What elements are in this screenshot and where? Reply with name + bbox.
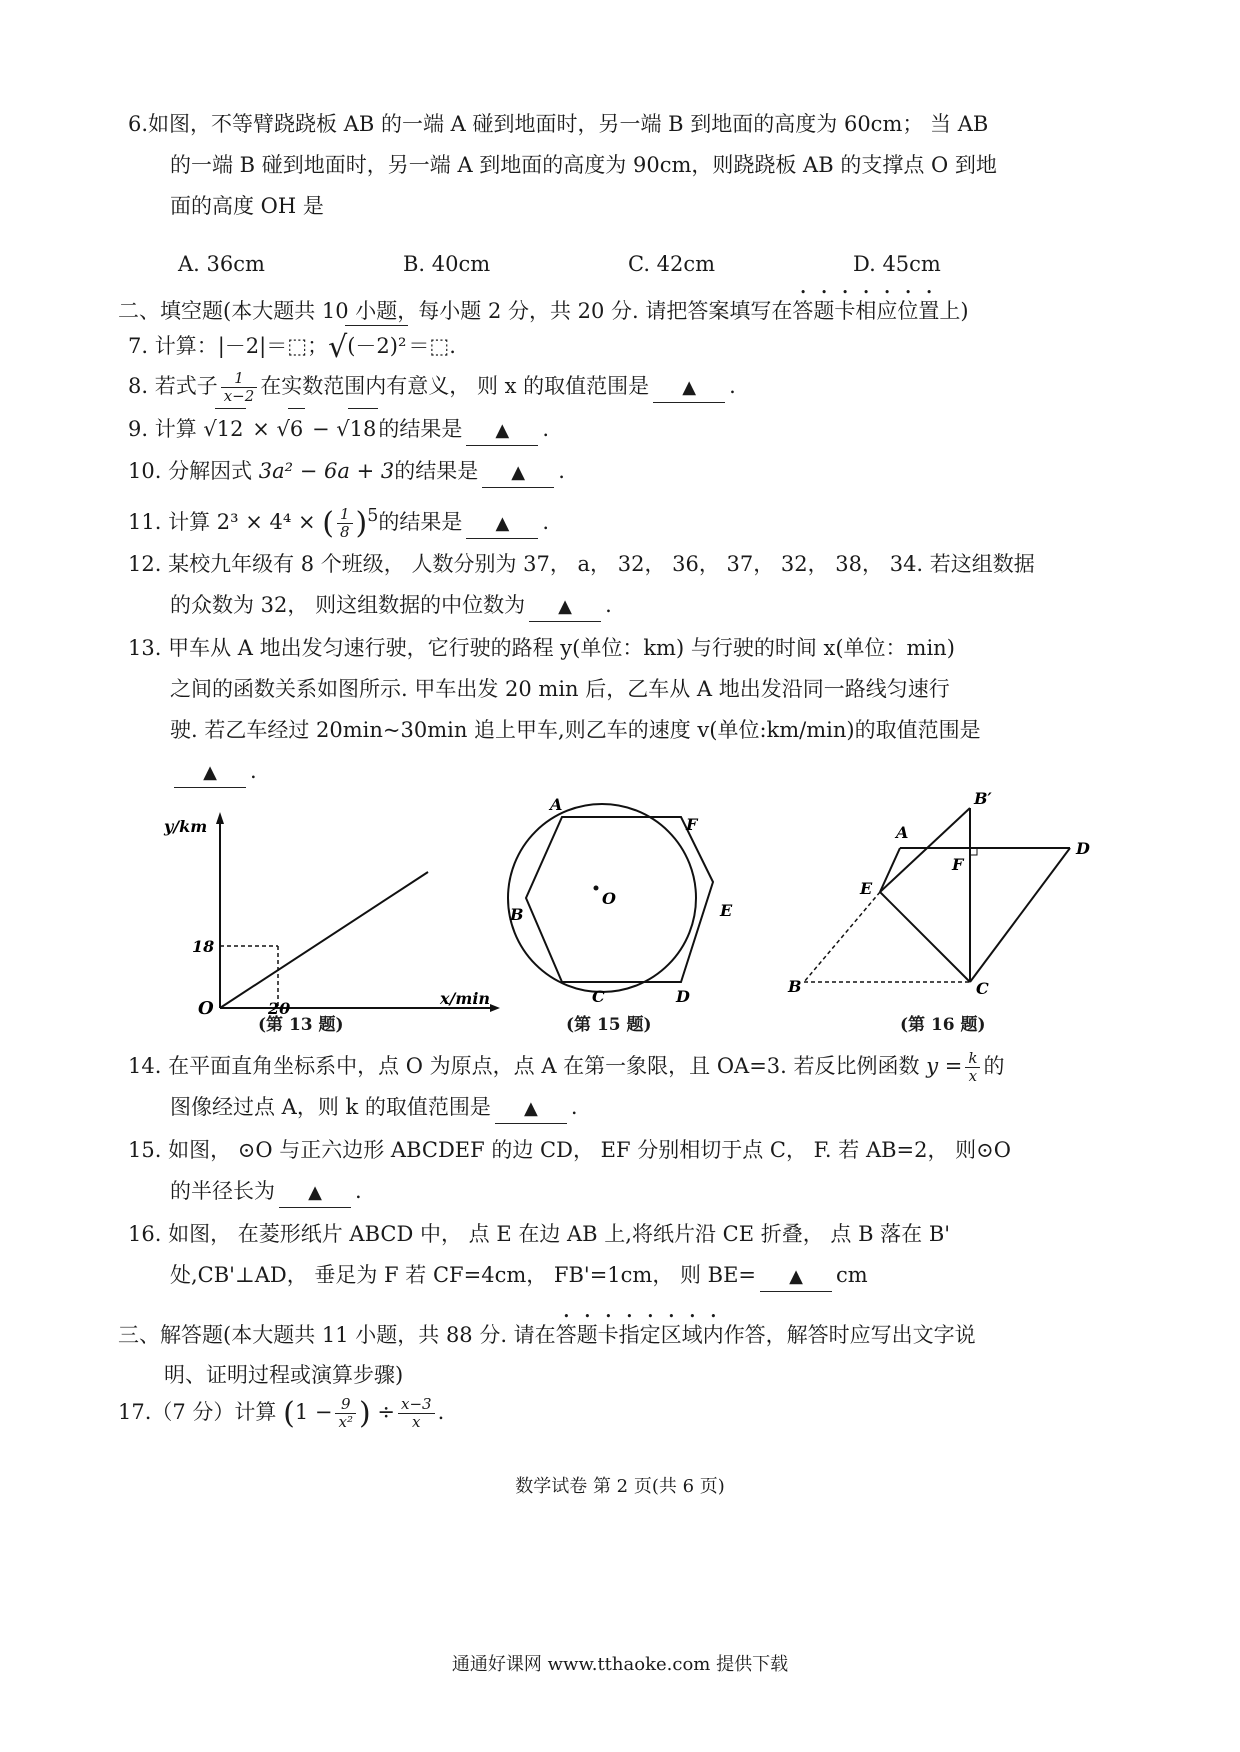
origin-label: O: [198, 998, 214, 1019]
placeholder-box: ⬚: [429, 334, 450, 358]
figure-13-graph: [160, 808, 500, 1028]
answer-blank: ▲: [653, 372, 725, 403]
fraction: $\frac{x-3}{x}$: [398, 1396, 435, 1431]
q6-options: [178, 246, 1078, 282]
x-tick-label: 20: [268, 999, 291, 1018]
question-10: 10. 分解因式 3a² − 6a + 3的结果是 ▲ .: [128, 451, 1118, 492]
q6-line2: 的一端 B 碰到地面时，另一端 A 到地面的高度为 90cm，则跷跷板 AB 的支撑点 O 到地: [170, 153, 997, 177]
svg-text:F: F: [686, 815, 698, 834]
fraction: $\frac{1}{x-2}$: [221, 370, 258, 405]
fraction: $\frac{9}{\text{x²}}$: [335, 1396, 355, 1431]
hexagon: [526, 817, 713, 982]
placeholder-box: ⬚: [287, 334, 308, 358]
question-13: 13. 甲车从 A 地出发匀速行驶，它行驶的路程 y(单位：km) 与行驶的时间 x(单位：min) 之间的函数关系如图所示. 甲车出发 20 min 后，乙车从 A 地出发沿同一路线匀速行 驶. 若乙车经过 20min~30min 追上甲车,则乙车的速度 v(单位:km/min)的取值范围是 ▲ .: [128, 628, 1118, 792]
answer-blank: ▲: [495, 1093, 567, 1124]
svg-text:E: E: [860, 879, 873, 898]
section-2-heading: 二、填空题(本大题共 10 小题，每小题 2 分，共 20 分. 请把答案填写在答题卡相应位置上): [118, 299, 969, 323]
svg-text:B′: B′: [974, 792, 992, 808]
svg-text:C: C: [592, 987, 605, 1006]
question-6: [128, 104, 1118, 227]
option-c: C. 42cm: [628, 252, 716, 276]
q6-line1: 6.如图，不等臂跷跷板 AB 的一端 A 碰到地面时，另一端 B 到地面的高度为 60cm； 当 AB: [128, 112, 989, 136]
answer-blank: ▲: [174, 757, 246, 788]
question-14: 14. 在平面直角坐标系中，点 O 为原点，点 A 在第一象限，且 OA=3. 若反比例函数 y = $\frac{k}{x}$ 的 图像经过点 A，则 k 的取值范围是 ▲ .: [128, 1046, 1118, 1128]
page-footer: 数学试卷 第 2 页(共 6 页): [515, 1476, 725, 1497]
answer-blank: ▲: [279, 1177, 351, 1208]
source-line: 通通好课网 www.tthaoke.com 提供下载: [451, 1654, 789, 1675]
answer-blank: ▲: [529, 591, 601, 622]
question-17: 17.（7 分）计算 (1 − $\frac{9}{\text{x²}}$ ) ÷ $\frac{x-3}{x}$ .: [118, 1395, 445, 1431]
answer-blank: ▲: [466, 415, 538, 446]
y-tick-label: 18: [192, 937, 215, 956]
function-line: [220, 872, 428, 1008]
svg-text:A: A: [550, 795, 563, 814]
dotted-emphasis: 答题卡指定区域内: [555, 1323, 724, 1347]
svg-text:B: B: [788, 977, 802, 996]
svg-text:F: F: [952, 855, 964, 874]
figure-16-caption: (第 16 题): [900, 1015, 986, 1035]
answer-blank: ▲: [760, 1261, 832, 1292]
y-axis-label: y/km: [164, 817, 208, 836]
section-3-heading: 三、解答题(本大题共 11 小题，共 88 分. 请在答题卡指定区域内作答，解答时应写出文字说 明、证明过程或演算步骤): [118, 1323, 976, 1387]
svg-text:B: B: [510, 905, 524, 924]
svg-text:A: A: [896, 823, 909, 842]
question-9: 9. 计算 √12 × √6 − √18的结果是 ▲ .: [128, 408, 1118, 450]
dotted-emphasis: 答题卡相应位置: [792, 299, 940, 323]
svg-text:D: D: [1076, 839, 1090, 858]
svg-text:C: C: [976, 979, 989, 998]
fraction: $\frac{k}{x}$: [965, 1050, 980, 1085]
question-7: 7. 计算：|－2|＝⬚；√(－2)²＝⬚.: [128, 325, 1118, 368]
question-8: 8. 若式子 $\frac{1}{x-2}$ 在实数范围内有意义， 则 x 的取值范围是 ▲ .: [128, 369, 736, 405]
figure-13-caption: (第 13 题): [258, 1015, 344, 1035]
q6-line3: 面的高度 OH 是: [170, 194, 324, 218]
answer-blank: ▲: [482, 457, 554, 488]
figure-15-caption: (第 15 题): [566, 1015, 652, 1035]
question-12: 12. 某校九年级有 8 个班级， 人数分别为 37， a， 32， 36， 37， 32， 38， 34. 若这组数据 的众数为 32， 则这组数据的中位数为 ▲ .: [128, 544, 1118, 626]
question-11: 11. 计算 2³ × 4⁴ × ( $\frac{1}{8}$ )$^5$的结果是 ▲ .: [128, 505, 550, 541]
option-b: B. 40cm: [403, 252, 491, 276]
option-d: D. 45cm: [853, 252, 941, 276]
answer-blank: ▲: [466, 508, 538, 539]
question-15: 15. 如图， ⊙O 与正六边形 ABCDEF 的边 CD， EF 分别相切于点 C， F. 若 AB=2， 则⊙O 的半径长为 ▲ .: [128, 1130, 1118, 1212]
figure-16-rhombus-fold: [780, 792, 1110, 1012]
svg-text:D: D: [676, 987, 690, 1006]
question-16: 16. 如图， 在菱形纸片 ABCD 中， 点 E 在边 AB 上,将纸片沿 CE 折叠， 点 B 落在 B' 处,CB'⊥AD， 垂足为 F 若 CF=4cm， FB'=1cm， 则 BE= ▲ cm: [128, 1214, 1118, 1296]
x-axis-label: x/min: [440, 989, 491, 1008]
svg-text:E: E: [720, 901, 733, 920]
figure-15-circle-hexagon: [498, 790, 758, 1010]
fraction: $\frac{1}{8}$: [337, 506, 353, 541]
option-a: A. 36cm: [178, 252, 265, 276]
svg-text:O: O: [602, 889, 616, 908]
